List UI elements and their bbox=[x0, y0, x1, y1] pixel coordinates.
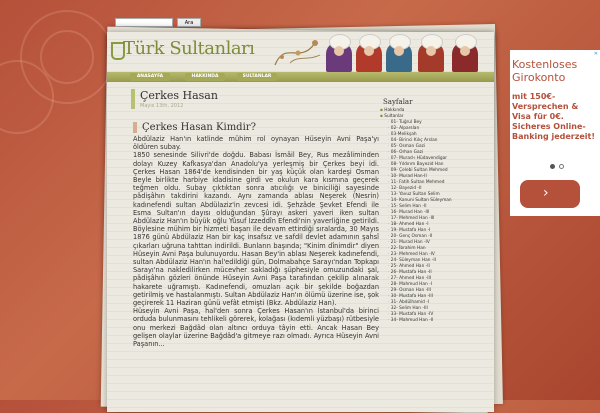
carousel-dots bbox=[550, 164, 566, 170]
sidebar-item[interactable]: · 04- Birinci Kılıç Arslan bbox=[380, 138, 492, 144]
sidebar-item[interactable]: · 32- Selim Han -III bbox=[380, 306, 492, 312]
carousel-dot-active[interactable] bbox=[550, 164, 555, 169]
article-heading: Çerkes Hasan Kimdir? bbox=[133, 122, 379, 133]
sidebar-item[interactable]: · 25- Ahmed Han -II bbox=[380, 264, 492, 270]
search-button[interactable]: Ara bbox=[177, 18, 201, 27]
sidebar-item[interactable]: · 16- Murad Han -III bbox=[380, 210, 492, 216]
ad-title[interactable]: Kostenloses Girokonto bbox=[512, 58, 578, 84]
sidebar-item[interactable]: · 34- Mahmud Han -II bbox=[380, 318, 492, 324]
sidebar-item[interactable]: · 31- Abdülhamid -I bbox=[380, 300, 492, 306]
sultans-portraits bbox=[322, 32, 494, 72]
sidebar-item[interactable]: · 19- Mustafa Han -I bbox=[380, 228, 492, 234]
sidebar-item[interactable]: · 03-Melikşah bbox=[380, 132, 492, 138]
sultan-portrait bbox=[326, 42, 352, 72]
sidebar-item[interactable]: · 14- Kanuni Sultan Süleyman bbox=[380, 198, 492, 204]
nav-item-anasayfa[interactable]: ANASAYFA bbox=[130, 73, 170, 81]
article-paragraph: Hüseyin Avni Paşa, hal'den sonra Çerkes Hasan'ın İstanbul'da birinci orduda bulunmasını tehlikeli görerek, kolağası (kıdemli yüzbaşı) rütbesiyle onu merkezi Bağdâd olan altıncı orduya tâyin etti. Ancak Hasan Bey gelişen olaylar üzerine Bağdâd'a gitmeye razı olmadı. Ayrıca Hüseyin Avni Paşanın... bbox=[133, 307, 379, 349]
carousel-dot[interactable] bbox=[559, 164, 564, 169]
sidebar-item[interactable]: · 12- Bayezid -II bbox=[380, 186, 492, 192]
sidebar-item[interactable]: · 18- Ahmed Han -I bbox=[380, 222, 492, 228]
floral-ornament-icon bbox=[270, 35, 325, 69]
site-header bbox=[107, 32, 494, 72]
sultan-portrait bbox=[452, 42, 478, 72]
post-date: Mayıs 13th, 2012 bbox=[140, 103, 184, 109]
sidebar-page-list bbox=[380, 108, 492, 324]
sidebar-item[interactable]: · 15- Selim Han -II bbox=[380, 204, 492, 210]
sidebar-item[interactable]: · 26- Mustafa Han -II bbox=[380, 270, 492, 276]
article-body bbox=[133, 135, 379, 348]
sidebar-item[interactable]: · 06- Orhan Gazi bbox=[380, 150, 492, 156]
search-input[interactable] bbox=[115, 18, 173, 27]
sidebar-item[interactable]: · 17- Mehmed Han -III bbox=[380, 216, 492, 222]
sidebar bbox=[380, 98, 492, 408]
sidebar-item[interactable]: · 33- Mustafa Han -IV bbox=[380, 312, 492, 318]
sidebar-item[interactable]: · 11- Fatih Sultan Mehmed bbox=[380, 180, 492, 186]
sultan-portrait bbox=[418, 42, 444, 72]
sidebar-item[interactable]: · 10- Murad Han-II bbox=[380, 174, 492, 180]
site-logo-text: Türk Sultanları bbox=[123, 38, 255, 59]
main-nav bbox=[107, 72, 494, 82]
sidebar-item[interactable]: · 30- Mustafa Han -III bbox=[380, 294, 492, 300]
main-content bbox=[128, 86, 380, 406]
sidebar-item[interactable]: · 07- Murad-ı Hüdavendigar bbox=[380, 156, 492, 162]
background-ornament bbox=[40, 30, 94, 84]
close-icon[interactable]: ✕ bbox=[593, 51, 598, 57]
sidebar-item[interactable]: · 20- Genç Osman -II bbox=[380, 234, 492, 240]
arrow-right-icon: › bbox=[543, 185, 549, 201]
sultan-portrait bbox=[356, 42, 382, 72]
sultan-portrait bbox=[386, 42, 412, 72]
advertisement[interactable] bbox=[510, 50, 600, 216]
sidebar-item[interactable]: · 22- İbrahim Han bbox=[380, 246, 492, 252]
nav-item-hakkinda[interactable]: HAKKINDA bbox=[185, 73, 225, 81]
sidebar-item[interactable]: · 24- Süleyman Han -II bbox=[380, 258, 492, 264]
sidebar-item[interactable]: · 09- Çelebi Sultan Mehmed bbox=[380, 168, 492, 174]
sidebar-item[interactable]: · 02- Alparslan bbox=[380, 126, 492, 132]
sidebar-item[interactable]: · 28- Mahmud Han -I bbox=[380, 282, 492, 288]
site-logo[interactable] bbox=[107, 32, 287, 72]
sidebar-title: Sayfalar bbox=[383, 98, 413, 106]
sidebar-item[interactable]: · 05- Osman Gazi bbox=[380, 144, 492, 150]
ad-text[interactable]: mit 150€-Versprechen & Visa für 0€. Sicheres Online-Banking jederzeit! bbox=[512, 92, 596, 141]
sidebar-item[interactable]: · 08- Yıldırım Bayezid Han bbox=[380, 162, 492, 168]
sidebar-item[interactable]: · 29- Osman Han -III bbox=[380, 288, 492, 294]
sidebar-item[interactable]: · 01- Tuğrul Bey bbox=[380, 120, 492, 126]
ad-cta-button[interactable] bbox=[520, 180, 580, 208]
article-paragraph: Abdülaziz Han'ın katlinde mühim rol oynayan Hüseyin Avni Paşa'yı öldüren subay. bbox=[133, 135, 379, 152]
nav-item-sultanlar[interactable]: SULTANLAR bbox=[237, 73, 277, 81]
sidebar-item[interactable]: · 23- Mehmed Han -IV bbox=[380, 252, 492, 258]
article-paragraph: 1850 senesinde Silivri'de doğdu. Babası İsmâil Bey, Rus mezâliminden dolayı Kuzey Kafkasya'dan Anadolu'ya yerleşmiş bir Çerkes beyi idi. Çerkes Hasan 1864'de kendisinden bir yaş küçük olan kardeşi Osman Beyle birlikte harbiye idadisine girdi ve okulun kara kısmına geçerek teğmen oldu. Subay çıktıktan sonra atıcılığı ve biniciliği sayesinde pâdişâhın takdirini kazandı. Aynı zamanda ablası Neşerek (Nesrin) kadınefendi sultan Abdülaziz'in zevcesi idi. Şehzâde Şevket Efendi ile Esma Sultan'ın dayısı olduğundan Şûrayı askeri yaveri iken sultan Abdülaziz Han'ın büyük oğlu Yûsuf İzzeddîn Efendi'nin yaverliğine getirildi. Böylesine mühim bir hizmeti başarı ile devam ettirdiği sıralarda, 30 Mayıs 1876 günü Abdülaziz Han bir kaç insafsız ve safdil devlet adamının şahsî çıkarları uğruna tahttan indirildi. Bunların başında; "Kinim dînimdir" diyen Hüseyin Avni Paşa bulunuyordu. Hasan Bey'in ablası Neşerek kadınefendi, sultan Abdülaziz Han'ın hal'edildiği gün, Dolmabahçe Sarayı'ndan Topkapı Sarayı'na nakledilirken mücevher sakladığı şüphesiyle omuzundaki şal, pâdişâhın gözleri önünde Hüseyin Avni Paşa tarafından çekilip alınarak hakarete uğramıştı. Kadınefendi, omuzları açık bir şekilde boğazdan getirilmiş ve hastalanmıştı. Sultan Abdülaziz Han'ın ölümü üzerine ise, şok geçirerek 11 Haziran günü vefât etmişti (Bkz. Abdülaziz Han). bbox=[133, 151, 379, 308]
post-title[interactable]: Çerkes Hasan bbox=[140, 89, 218, 102]
sidebar-item[interactable]: · 13- Yavuz Sultan Selim bbox=[380, 192, 492, 198]
sidebar-item[interactable]: · 27- Ahmed Han -III bbox=[380, 276, 492, 282]
article bbox=[133, 122, 379, 348]
post-header bbox=[131, 89, 218, 109]
sidebar-item[interactable]: ▪ Hakkında bbox=[380, 108, 492, 114]
sidebar-item[interactable]: · 21- Murad Han -IV bbox=[380, 240, 492, 246]
sidebar-item[interactable]: ▪ Sultanlar bbox=[380, 114, 492, 120]
